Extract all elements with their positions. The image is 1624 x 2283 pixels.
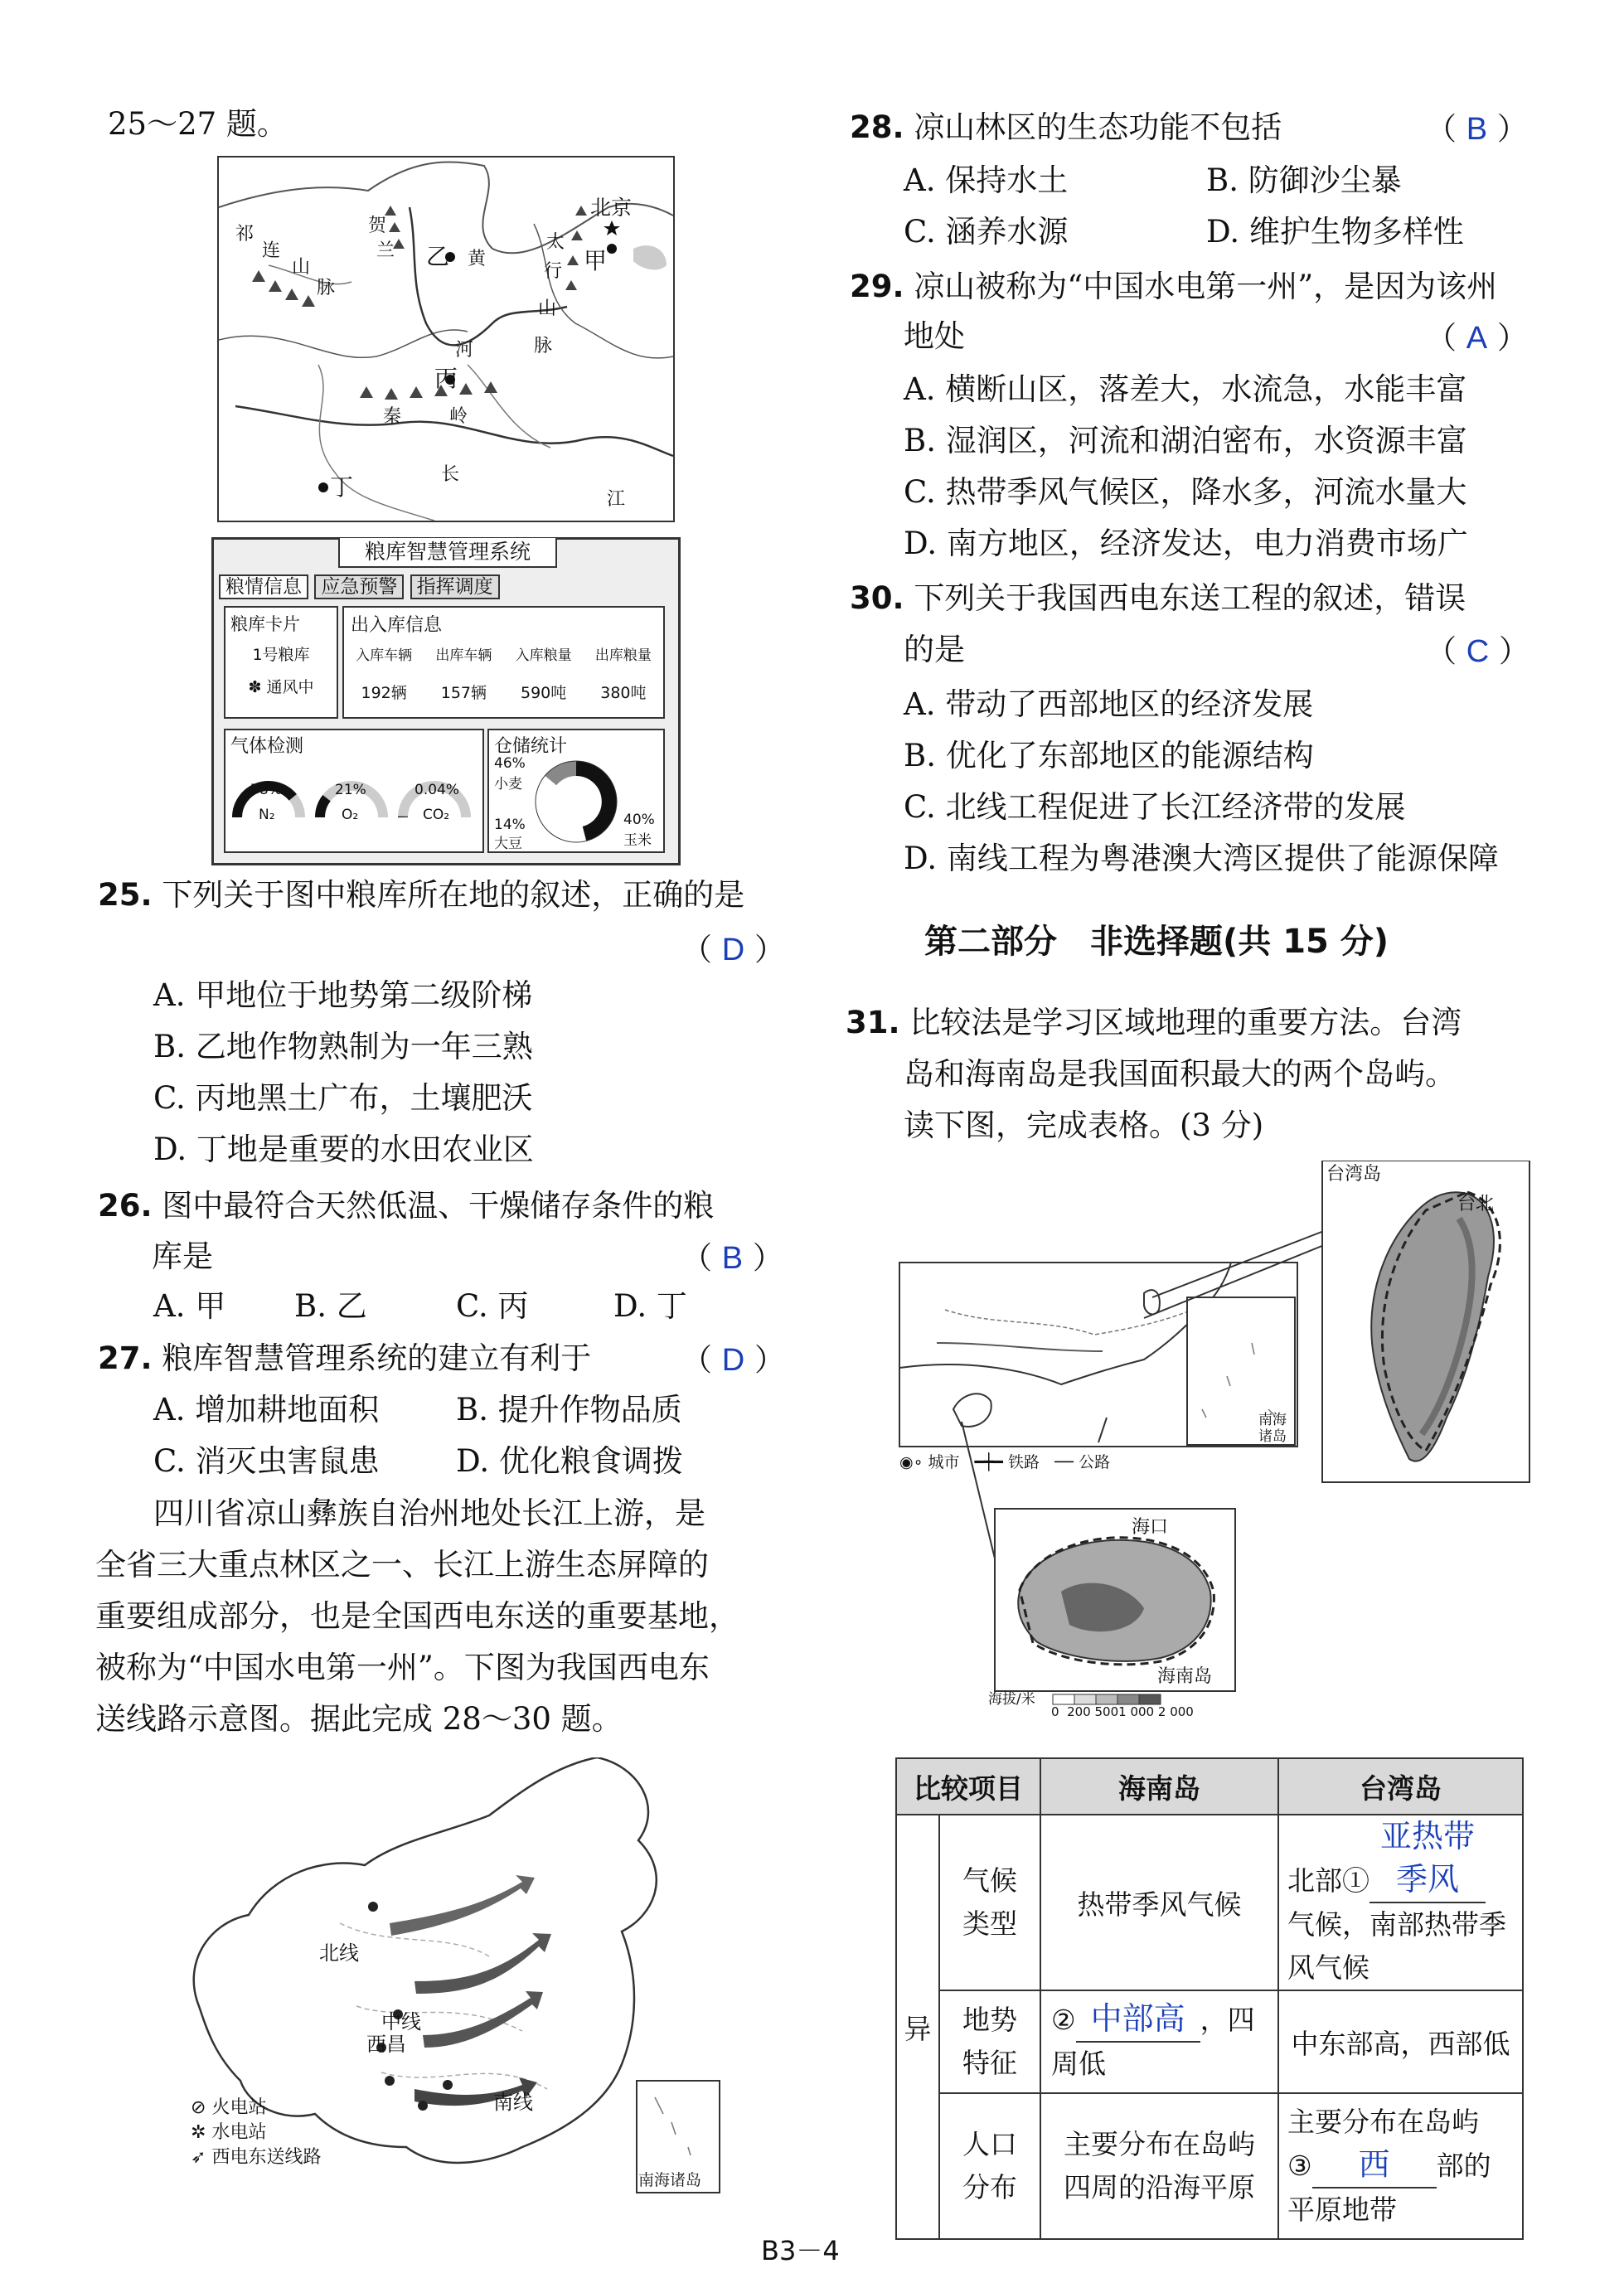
granary-card <box>224 606 338 719</box>
elev-tick: 200 <box>1067 1704 1091 1719</box>
hainan-terrain: ② 中部高 ，四 周低 <box>1040 1990 1278 2093</box>
gas-title: 气体检测 <box>230 736 304 757</box>
inout-value: 157辆 <box>440 684 487 702</box>
hydro-plant-icon: ✲ <box>191 2122 206 2143</box>
q25-number: 25. <box>98 877 153 913</box>
map2-legend <box>191 2096 321 2170</box>
label-lan: 兰 <box>376 240 395 261</box>
label-shan: 山 <box>292 257 311 278</box>
q29-answer: A <box>1466 321 1488 356</box>
q28-option: C. 涵养水源 <box>904 214 1069 250</box>
gas-panel <box>224 729 484 853</box>
passage-line: 重要组成部分，也是全国西电东送的重要基地， <box>95 1598 739 1634</box>
label-tai: 太 <box>546 232 565 253</box>
q26-option: C. 丙 <box>456 1288 529 1324</box>
q31-number: 31. <box>846 1005 900 1040</box>
road-icon: ── <box>1054 1453 1074 1471</box>
table-header: 台湾岛 <box>1278 1758 1523 1815</box>
page-number: B3－4 <box>761 2235 840 2266</box>
q29-number: 29. <box>850 269 904 304</box>
q26-answer: B <box>721 1241 744 1276</box>
q28-stem: 28. 凉山林区的生态功能不包括 <box>850 109 1282 145</box>
gas-name: CO₂ <box>423 807 450 823</box>
gauge-fill <box>320 798 327 817</box>
q28-option: A. 保持水土 <box>904 162 1069 198</box>
q26-option: B. 乙 <box>294 1288 367 1324</box>
label-qin: 秦 <box>383 406 402 427</box>
label-middle-line: 中线 <box>381 2010 421 2033</box>
table-row <box>896 1815 1523 1990</box>
q29-option: A. 横断山区，落差大，水流急，水能丰富 <box>904 371 1467 407</box>
gas-gauges <box>225 759 479 851</box>
elevation-swatch <box>1096 1694 1117 1704</box>
north-china-map <box>217 156 675 522</box>
q26-option: A. 甲 <box>153 1288 226 1324</box>
route-icon: ➶ <box>191 2147 206 2168</box>
label-nanhai-islands: 南海诸岛 <box>1258 1412 1287 1445</box>
gas-value: 78% <box>250 782 282 798</box>
inout-title: 出入库信息 <box>351 615 443 636</box>
q25-option: A. 甲地位于地势第二级阶梯 <box>153 977 533 1013</box>
label-yi: 乙 <box>426 243 450 270</box>
q30-option: C. 北线工程促进了长江经济带的发展 <box>904 789 1406 825</box>
q27-number: 27. <box>98 1340 153 1376</box>
q30-answer: C <box>1466 634 1490 669</box>
q29-stem-cont: 地处 <box>904 318 965 354</box>
taiwan-terrain: 中东部高，西部低 <box>1278 1990 1523 2093</box>
tab-warning[interactable]: 应急预警 <box>314 574 404 599</box>
legend-label: 城市 <box>928 1453 960 1471</box>
q30-answer-box: （ C ） <box>1426 633 1529 669</box>
label-jiang: 江 <box>607 489 626 510</box>
storage-title: 仓储统计 <box>494 736 568 757</box>
label-mai: 脉 <box>317 278 336 298</box>
donut-slice <box>576 768 609 834</box>
q26-stem-cont: 库是 <box>152 1238 213 1274</box>
storage-name: 大豆 <box>494 836 522 852</box>
card-title: 粮库卡片 <box>230 614 300 634</box>
passage-line: 送线路示意图。据此完成 28～30 题。 <box>95 1701 623 1737</box>
label-north-line: 北线 <box>319 1941 359 1965</box>
row-item: 地势 特征 <box>939 1990 1040 2093</box>
label-shan2: 山 <box>538 298 557 319</box>
q25-stem: 25. 下列关于图中粮库所在地的叙述，正确的是 <box>98 877 745 913</box>
label-taibei: 台北 <box>1457 1194 1495 1214</box>
legend-label: 公路 <box>1079 1453 1111 1471</box>
passage-line: 被称为“中国水电第一州”。下图为我国西电东 <box>95 1650 710 1685</box>
q26-answer-box: （ B ） <box>681 1240 783 1276</box>
q25-option: B. 乙地作物熟制为一年三熟 <box>153 1029 533 1064</box>
q27-stem: 27. 粮库智慧管理系统的建立有利于 <box>98 1340 592 1376</box>
label-chang: 长 <box>441 464 460 485</box>
q28-answer-box: （ B ） <box>1426 111 1528 147</box>
q30-option: D. 南线工程为粤港澳大湾区提供了能源保障 <box>904 841 1499 876</box>
label-qi: 祁 <box>235 224 255 245</box>
answer-blank-2: 中部高 <box>1076 1998 1200 2043</box>
donut-slice <box>543 781 584 835</box>
railway-icon: ━┿━ <box>974 1453 1003 1471</box>
label-nanhai: 南海诸岛 <box>638 2171 702 2189</box>
intro-top: 25～27 题。 <box>108 106 288 142</box>
answer-blank-1: 亚热带季风 <box>1369 1815 1486 1903</box>
hainan-climate: 热带季风气候 <box>1040 1815 1278 1990</box>
label-lian: 连 <box>262 240 281 261</box>
label-beijing: 北京 <box>590 196 633 220</box>
label-jia: 甲 <box>584 247 608 274</box>
label-mai2: 脉 <box>534 336 553 356</box>
row-item: 气候 类型 <box>939 1815 1040 1990</box>
city-icon: ◉∘ <box>899 1453 923 1471</box>
storage-pct: 46% <box>494 755 526 772</box>
q29-stem: 29. 凉山被称为“中国水电第一州”，是因为该州 <box>850 269 1498 304</box>
elevation-swatch <box>1074 1694 1096 1704</box>
label-bing: 丙 <box>434 365 458 392</box>
hainan-population: 主要分布在岛屿 四周的沿海平原 <box>1040 2093 1278 2239</box>
passage-line: 四川省凉山彝族自治州地处长江上游，是 <box>153 1495 705 1531</box>
q27-answer: D <box>721 1343 745 1378</box>
table-header-row <box>896 1758 1523 1815</box>
q30-stem-cont: 的是 <box>904 632 965 667</box>
inout-header: 入库粮量 <box>515 647 572 664</box>
q29-option: B. 湿润区，河流和湖泊密布，水资源丰富 <box>904 423 1467 458</box>
thermal-plant-icon: ⊘ <box>191 2097 206 2118</box>
q27-option: A. 增加耕地面积 <box>153 1392 380 1427</box>
q27-answer-box: （ D ） <box>681 1342 785 1378</box>
q25-answer-box: （ D ） <box>681 932 785 967</box>
inout-value: 192辆 <box>361 684 407 702</box>
q28-answer: B <box>1466 112 1488 147</box>
power-transmission-map <box>174 1757 730 2197</box>
storage-panel <box>487 729 665 853</box>
legend-label: 火电站 <box>211 2097 267 2118</box>
label-haikou: 海口 <box>1132 1517 1169 1538</box>
tab-dispatch[interactable]: 指挥调度 <box>410 574 500 599</box>
row-item: 人口 分布 <box>939 2093 1040 2239</box>
elev-tick: 500 <box>1094 1704 1119 1719</box>
label-xichang: 西昌 <box>366 2033 406 2056</box>
inout-value: 380吨 <box>600 684 647 702</box>
legend-label: 西电东送线路 <box>211 2147 322 2168</box>
label-taiwan: 台湾岛 <box>1326 1164 1382 1185</box>
q31-line: 31. 比较法是学习区域地理的重要方法。台湾 <box>846 1005 1462 1040</box>
taiwan-climate: 北部①亚热带季风 气候，南部热带季 风气候 <box>1278 1815 1523 1990</box>
q27-option: C. 消灭虫害鼠患 <box>153 1443 380 1479</box>
elev-tick: 0 <box>1051 1704 1059 1719</box>
diff-label: 异 <box>896 1815 939 2239</box>
q27-option: D. 优化粮食调拨 <box>456 1443 683 1479</box>
inout-header: 出库车辆 <box>435 647 492 664</box>
islands-map <box>895 1161 1534 1724</box>
label-huang: 黄 <box>468 249 487 269</box>
label-he: 贺 <box>368 216 387 236</box>
elevation-swatch <box>1053 1694 1074 1704</box>
elev-tick: 1 000 <box>1118 1704 1155 1719</box>
label-hang: 行 <box>544 261 563 282</box>
gas-value: 0.04% <box>414 782 460 798</box>
gas-name: N₂ <box>259 807 275 823</box>
q27-option: B. 提升作物品质 <box>456 1392 682 1427</box>
q26-number: 26. <box>98 1188 153 1224</box>
label-he2: 河 <box>455 340 474 361</box>
q28-number: 28. <box>850 109 904 145</box>
donut-slice <box>550 768 576 781</box>
q29-option: C. 热带季风气候区，降水多，河流水量大 <box>904 474 1467 510</box>
inout-header: 入库车辆 <box>356 647 413 664</box>
tab-info[interactable]: 粮情信息 <box>219 574 308 599</box>
inout-header: 出库粮量 <box>594 647 652 664</box>
legend-label: 铁路 <box>1008 1453 1040 1471</box>
q25-answer: D <box>721 933 745 967</box>
passage-line: 全省三大重点林区之一、长江上游生态屏障的 <box>95 1547 709 1583</box>
q29-answer-box: （ A ） <box>1426 320 1528 356</box>
q31-line: 读下图，完成表格。(3 分) <box>904 1108 1264 1143</box>
storage-pct: 14% <box>494 817 526 833</box>
elevation-swatch <box>1139 1694 1161 1704</box>
q30-option: B. 优化了东部地区的能源结构 <box>904 738 1314 773</box>
q26-stem: 26. 图中最符合天然低温、干燥储存条件的粮 <box>98 1188 715 1224</box>
q26-option: D. 丁 <box>613 1288 687 1324</box>
label-ling: 岭 <box>449 406 468 427</box>
comparison-table <box>895 1757 1524 2240</box>
label-ding: 丁 <box>330 473 354 501</box>
table-header: 海南岛 <box>1040 1758 1278 1815</box>
q29-option: D. 南方地区，经济发达，电力消费市场广 <box>904 526 1468 561</box>
inout-panel <box>342 606 665 719</box>
q28-option: D. 维护生物多样性 <box>1206 214 1464 250</box>
label-south-line: 南线 <box>493 2091 533 2114</box>
gas-name: O₂ <box>342 807 359 823</box>
table-row <box>896 1990 1523 2093</box>
gas-value: 21% <box>335 782 366 798</box>
card-status: 通风中 <box>266 678 314 696</box>
q25-option: D. 丁地是重要的水田农业区 <box>153 1132 534 1167</box>
storage-name: 玉米 <box>623 832 652 849</box>
q28-option: B. 防御沙尘暴 <box>1206 162 1402 198</box>
granary-title: 粮库智慧管理系统 <box>338 538 557 568</box>
fan-icon: ✽ <box>248 678 262 696</box>
q30-stem: 30. 下列关于我国西电东送工程的叙述，错误 <box>850 580 1466 616</box>
part2-heading: 第二部分 非选择题(共 15 分) <box>924 923 1389 961</box>
elevation-swatch <box>1117 1694 1139 1704</box>
q31-line: 岛和海南岛是我国面积最大的两个岛屿。 <box>904 1056 1456 1092</box>
storage-name: 小麦 <box>494 776 522 793</box>
table-row <box>896 2093 1523 2239</box>
label-hainan: 海南岛 <box>1157 1666 1213 1687</box>
legend-label: 水电站 <box>211 2122 267 2143</box>
table-header: 比较项目 <box>896 1758 1040 1815</box>
elev-tick: 2 000 <box>1157 1704 1194 1719</box>
card-name: 1号粮库 <box>252 646 310 664</box>
answer-blank-3: 西 <box>1312 2144 1437 2188</box>
storage-pct: 40% <box>623 812 655 828</box>
taiwan-population: 主要分布在岛屿 ③ 西 部的 平原地带 <box>1278 2093 1523 2239</box>
q30-option: A. 带动了西部地区的经济发展 <box>904 686 1314 722</box>
granary-system-panel <box>211 537 681 865</box>
map3-legend <box>899 1452 1110 1472</box>
q30-number: 30. <box>850 580 904 616</box>
q25-option: C. 丙地黑土广布，土壤肥沃 <box>153 1080 533 1116</box>
elevation-ticks <box>1051 1704 1194 1719</box>
inout-value: 590吨 <box>520 684 567 702</box>
elevation-label: 海拔/米 <box>988 1691 1035 1708</box>
